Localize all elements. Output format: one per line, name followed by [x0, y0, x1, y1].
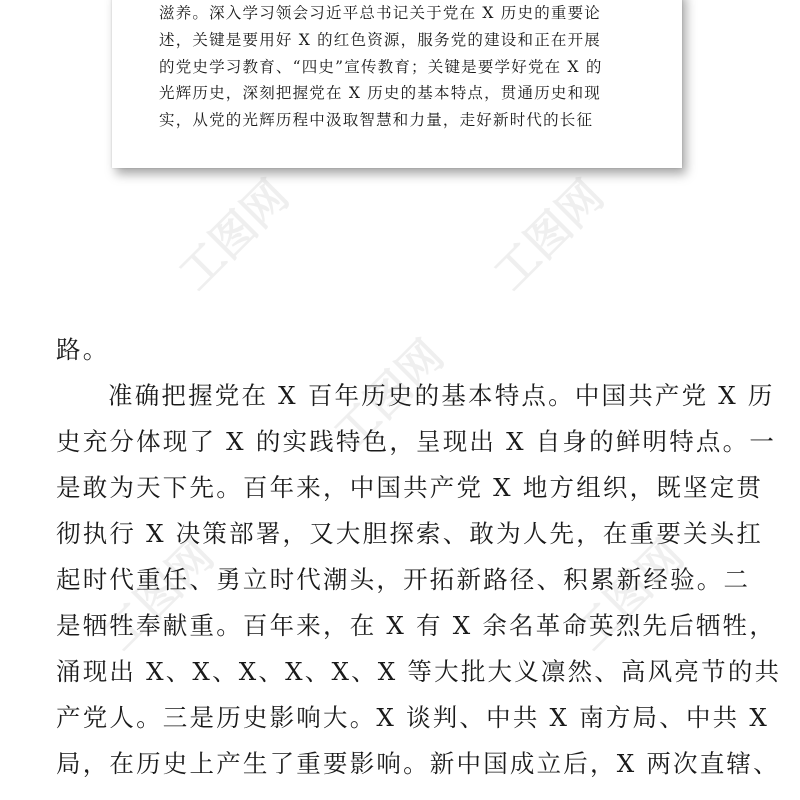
- text-line: 史充分体现了 X 的实践特色，呈现出 X 自身的鲜明特点。一: [56, 427, 777, 456]
- card-line: 滋养。深入学习领会习近平总书记关于党在 X 历史的重要论: [159, 4, 601, 22]
- watermark: 工图网: [94, 530, 224, 660]
- paragraph-first-line: 准确把握党在 X 百年历史的基本特点。中国共产党 X 历: [108, 381, 775, 410]
- text-line: 起时代重任、勇立时代潮头，开拓新路径、积累新经验。二: [56, 565, 751, 594]
- watermark: 工图网: [324, 330, 454, 460]
- watermark: 工图网: [169, 170, 299, 300]
- page-preview-card: [112, 0, 682, 168]
- card-line: 的党史学习教育、“四史”宣传教育；关键是要学好党在 X 的: [159, 57, 603, 76]
- card-paragraph: [159, 0, 649, 134]
- text-line: 是敢为天下先。百年来，中国共产党 X 地方组织，既坚定贯: [56, 473, 764, 502]
- watermark: 工图网: [484, 170, 614, 300]
- text-line: 是牺牲奉献重。百年来，在 X 有 X 余名革命英烈先后牺牲，: [56, 611, 777, 640]
- text-line: 产党人。三是历史影响大。X 谈判、中共 X 南方局、中共 X: [56, 703, 769, 732]
- watermark: 工图网: [564, 530, 694, 660]
- card-line: 实，从党的光辉历程中汲取智慧和力量，走好新时代的长征: [159, 111, 594, 130]
- document-body: [56, 327, 782, 787]
- text-line: 路。: [56, 335, 110, 364]
- card-line: 述，关键是要用好 X 的红色资源，服务党的建设和正在开展: [159, 30, 601, 49]
- text-line: 彻执行 X 决策部署，又大胆探索、敢为人先，在重要关头扛: [56, 519, 764, 548]
- card-line: 光辉历史，深刻把握党在 X 历史的基本特点，贯通历史和现: [159, 84, 601, 103]
- text-line: 涌现出 X、X、X、X、X、X 等大批大义凛然、高风亮节的共: [56, 657, 782, 686]
- text-line: 局，在历史上产生了重要影响。新中国成立后，X 两次直辖、: [56, 749, 780, 778]
